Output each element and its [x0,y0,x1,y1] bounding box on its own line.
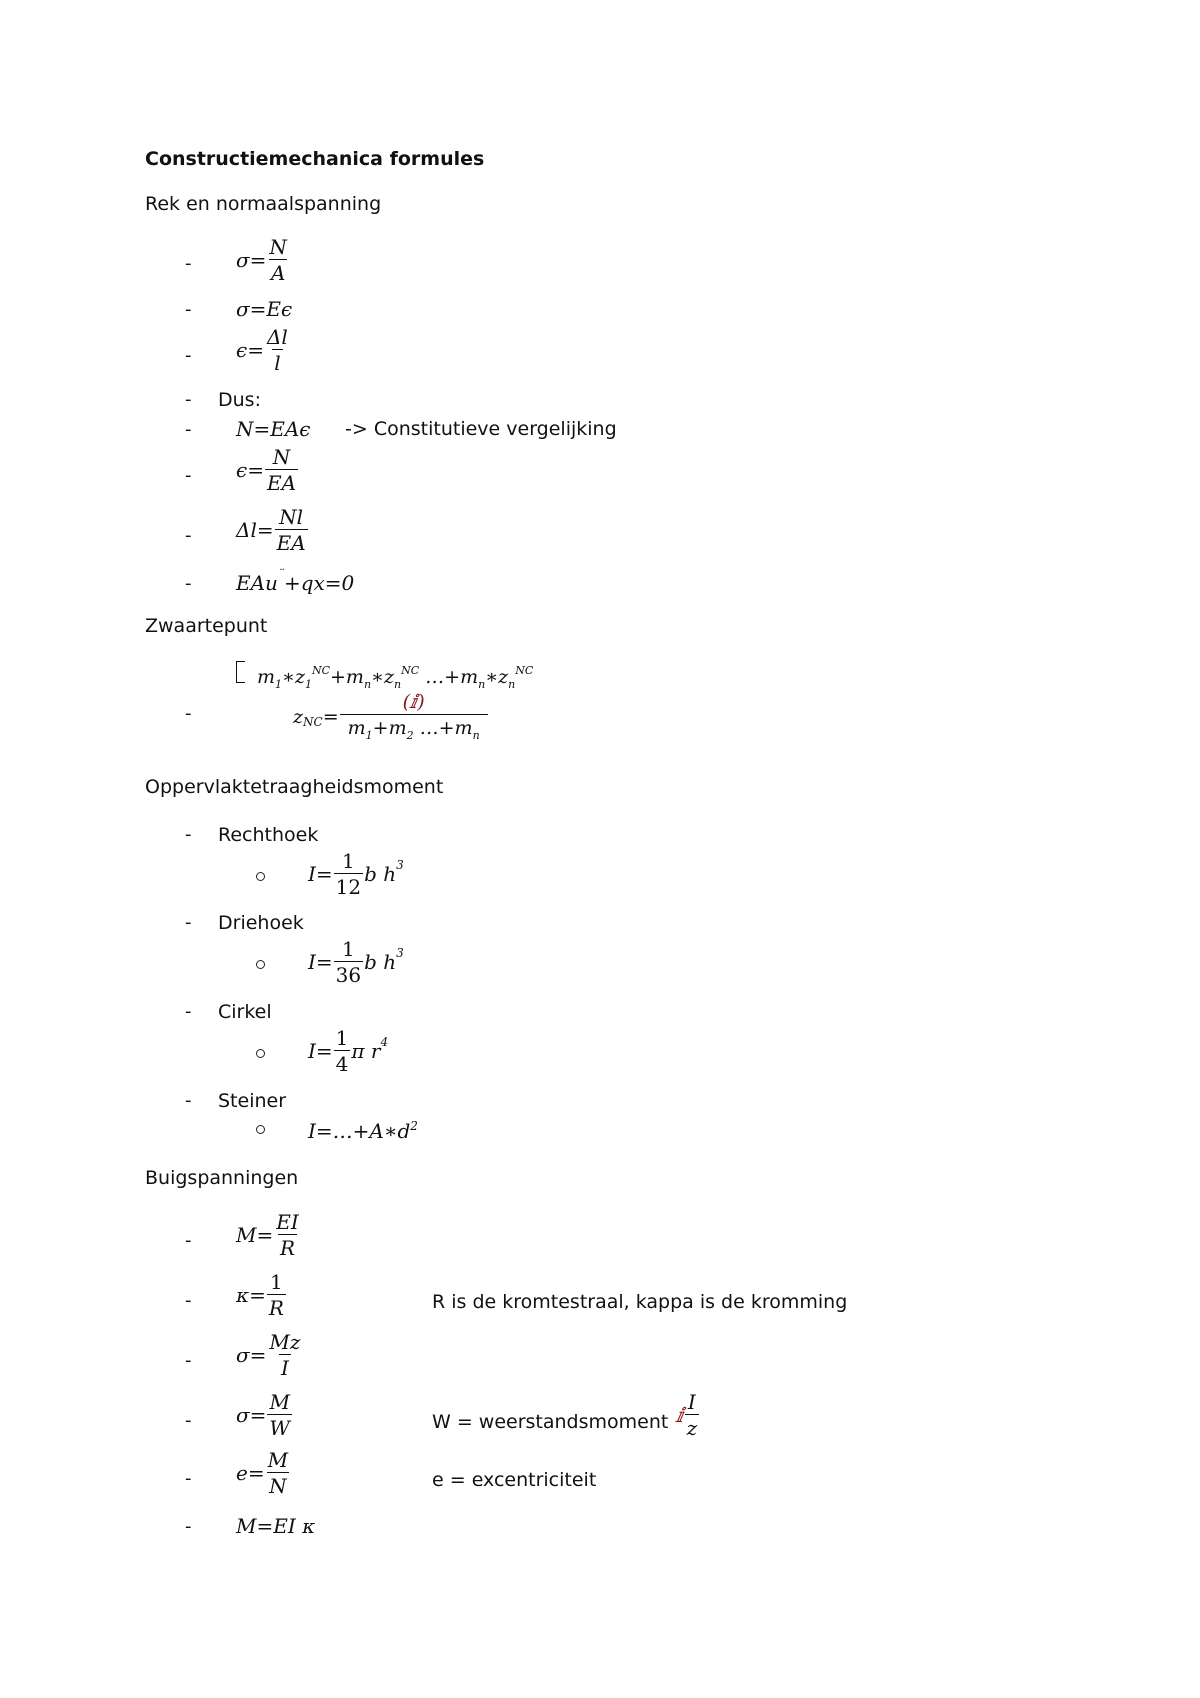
formula-i-cirkel: I= $\frac{1}{4}$ π r 4 [308,1026,389,1076]
formula-m-ei-r: M= $\frac{EI}{R}$ [236,1210,299,1260]
formula-sigma-n-a: σ= $\frac{N}{A}$ [236,235,287,285]
formula-kappa: κ= $\frac{1}{R}$ [236,1270,284,1320]
formula-w-i-z: ⅈ $\frac{I}{z}$ [676,1390,698,1440]
list-dash: - [185,525,192,546]
item-rechthoek: Rechthoek [218,824,319,846]
list-dash: - [185,824,192,845]
note-w: W = weerstandsmoment [432,1411,669,1433]
list-dash: - [185,1410,192,1431]
list-dash: - [185,912,192,933]
formula-eps-dl-l: ϵ= $\frac{\Delta l}{l}$ [236,325,288,375]
note-kappa: R is de kromtestraal, kappa is de kromming [432,1291,848,1313]
formula-sigma-m-w: σ= $\frac{M}{W}$ [236,1390,290,1440]
list-dash: - [185,389,192,410]
label-dus: Dus: [218,389,261,411]
list-circle-bullet [256,872,265,881]
list-dash: - [185,299,192,320]
formula-eps-n-ea: ϵ= $\frac{N}{EA}$ [236,445,297,495]
formula-n-eae: N=EAϵ [236,417,311,441]
item-cirkel: Cirkel [218,1001,272,1023]
note-constitutieve: -> Constitutieve vergelijking [345,418,617,440]
formula-zwaartepunt-top: $m_1∗z_1^{NC}+m_n∗z_n^{NC}$ $\dots+m_n∗z_n^{NC}$ [236,661,533,690]
heading-rek: Rek en normaalspanning [145,193,382,215]
document-title: Constructiemechanica formules [145,148,485,170]
formula-i-rechthoek: I= $\frac{1}{12}$ b h 3 [308,849,404,899]
formula-i-driehoek: I= $\frac{1}{36}$ b h 3 [308,937,404,987]
formula-eau-qx: EAu¨+qx=0 [236,567,355,595]
formula-zwaartepunt: z NC = $\frac{\text{(ⅈ)}}{m_1+m_2 \dots+m_n}$ [293,693,489,741]
formula-dl-nl-ea: Δl= $\frac{Nl}{EA}$ [236,505,306,555]
formula-steiner: $I=\dots+A∗d^2$ [308,1119,418,1143]
item-driehoek: Driehoek [218,912,304,934]
list-dash: - [185,1468,192,1489]
list-dash: - [185,253,192,274]
list-dash: - [185,1516,192,1537]
note-e: e = excentriciteit [432,1469,597,1491]
heading-buig: Buigspanningen [145,1167,299,1189]
heading-zwaartepunt: Zwaartepunt [145,615,268,637]
list-dash: - [185,419,192,440]
formula-m-ei-kappa: M=EI κ [236,1514,316,1538]
list-dash: - [185,703,192,724]
list-dash: - [185,1350,192,1371]
formula-e-m-n: e= $\frac{M}{N}$ [236,1448,289,1498]
list-dash: - [185,1090,192,1111]
list-circle-bullet [256,960,265,969]
list-circle-bullet [256,1049,265,1058]
heading-traagheid: Oppervlaktetraagheidsmoment [145,776,444,798]
list-dash: - [185,345,192,366]
list-dash: - [185,573,192,594]
list-circle-bullet [256,1125,265,1134]
list-dash: - [185,1290,192,1311]
list-dash: - [185,1001,192,1022]
item-steiner: Steiner [218,1090,287,1112]
list-dash: - [185,465,192,486]
formula-sigma-e-eps: σ=Eϵ [236,297,293,321]
list-dash: - [185,1230,192,1251]
formula-sigma-mz-i: σ= $\frac{Mz}{I}$ [236,1330,301,1380]
